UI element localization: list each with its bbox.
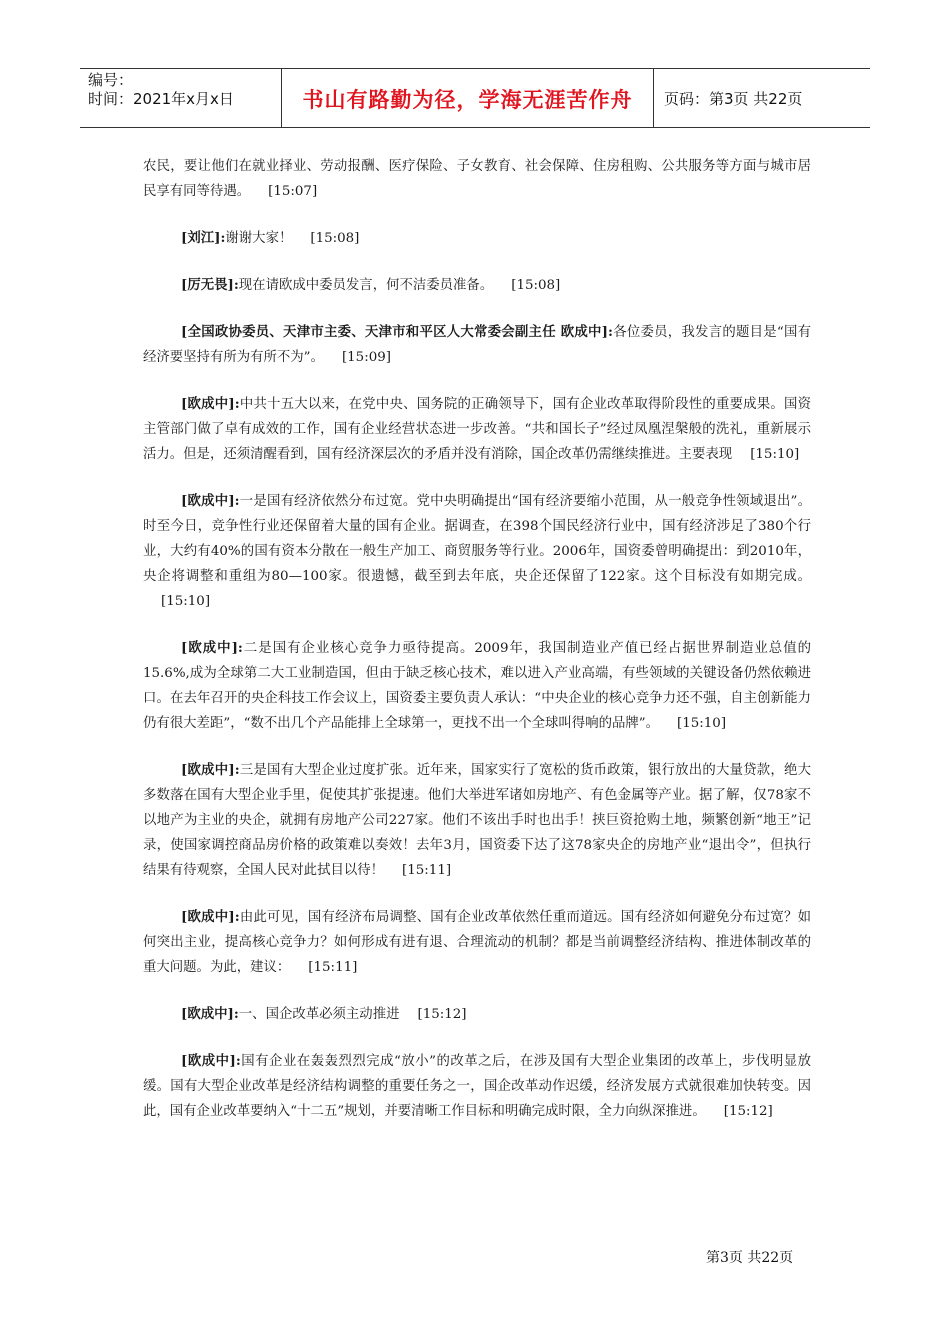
header-motto: 书山有路勤为径，学海无涯苦作舟 [282, 69, 654, 127]
timestamp: [15:08] [310, 231, 360, 246]
timestamp: [15:11] [308, 960, 358, 975]
paragraph [143, 758, 811, 883]
paragraph-text: 现在请欧成中委员发言，何不洁委员准备。 [238, 278, 494, 293]
timestamp: [15:07] [268, 184, 318, 199]
paragraph [143, 320, 811, 370]
document-time-label: 时间：2021年x月x日 [88, 90, 234, 108]
paragraph-text: 一、国企改革必须主动推进 [238, 1007, 400, 1022]
paragraph [143, 636, 811, 736]
speaker-label: [欧成中]: [181, 640, 243, 656]
speaker-label: [欧成中]: [181, 909, 240, 925]
document-number-label: 编号： [88, 71, 134, 89]
paragraph [143, 905, 811, 980]
header-page-code: 页码：第3页 共22页 [664, 89, 803, 108]
paragraph [143, 1049, 811, 1124]
timestamp: [15:10] [677, 716, 727, 731]
paragraph-text: 国有企业在轰轰烈烈完成“放小”的改革之后，在涉及国有大型企业集团的改革上，步伐明显放缓。国有大型企业改革是经济结构调整的重要任务之一，国企改革动作迟缓，经济发展方式就很难加快转变。因此，国有企业改革要纳入“十二五”规划，并要清晰工作目标和明确完成时限，全力向纵深推进。 [143, 1054, 811, 1119]
speaker-label: [刘江]: [181, 230, 226, 246]
timestamp: [15:12] [417, 1007, 467, 1022]
timestamp: [15:09] [341, 350, 391, 365]
paragraph [143, 489, 811, 614]
speaker-label: [欧成中]: [181, 762, 240, 778]
paragraph [143, 226, 811, 251]
paragraph [143, 154, 811, 204]
paragraph-text: 农民，要让他们在就业择业、劳动报酬、医疗保险、子女教育、社会保障、住房租购、公共服务等方面与城市居民享有同等待遇。 [143, 159, 811, 199]
speaker-label: [厉无畏]: [181, 277, 239, 293]
speaker-label: [欧成中]: [181, 1006, 239, 1022]
timestamp: [15:11] [402, 863, 452, 878]
document-body [143, 154, 811, 1146]
paragraph-text: 三是国有大型企业过度扩张。近年来，国家实行了宽松的货币政策，银行放出的大量贷款，绝大多数落在国有大型企业手里，促使其扩张提速。他们大举进军诸如房地产、有色金属等产业。据了解，仅78家不以地产为主业的央企，就拥有房地产公司227家。他们不该出手时也出手！挟巨资抢购土地，频繁创新“地王”记录，使国家调控商品房价格的政策难以奏效！去年3月，国资委下达了这78家央企的房地产业“退出令”，但执行结果有待观察，全国人民对此拭目以待！ [143, 763, 811, 878]
timestamp: [15:10] [161, 594, 211, 609]
page-footer: 第3页 共22页 [706, 1250, 794, 1266]
timestamp: [15:12] [723, 1104, 773, 1119]
paragraph-text: 二是国有企业核心竞争力亟待提高。2009年，我国制造业产值已经占据世界制造业总值的15.6%,成为全球第二大工业制造国，但由于缺乏核心技术，难以进入产业高端，有些领域的关键设备仍然依赖进口。在去年召开的央企科技工作会议上，国资委主要负责人承认：“中央企业的核心竞争力还不强，自主创新能力仍有很大差距”，“数不出几个产品能排上全球第一，更找不出一个全球叫得响的品牌”。 [143, 641, 811, 731]
page-header [80, 68, 870, 128]
header-meta [80, 69, 282, 127]
paragraph [143, 1002, 811, 1027]
paragraph-text: 谢谢大家！ [225, 231, 293, 246]
paragraph [143, 273, 811, 298]
timestamp: [15:10] [750, 447, 800, 462]
paragraph-text: 中共十五大以来，在党中央、国务院的正确领导下，国有企业改革取得阶段性的重要成果。国资主管部门做了卓有成效的工作，国有企业经营状态进一步改善。“共和国长子”经过凤凰涅槃般的洗礼，重新展示活力。但是，还须清醒看到，国有经济深层次的矛盾并没有消除，国企改革仍需继续推进。主要表现 [143, 397, 811, 462]
paragraph-text: 各位委员，我发言的题目是“国有经济要坚持有所为有所不为”。 [143, 325, 811, 365]
paragraph [143, 392, 811, 467]
paragraph-text: 一是国有经济依然分布过宽。党中央明确提出“国有经济要缩小范围，从一般竞争性领域退出”。时至今日，竞争性行业还保留着大量的国有企业。据调查，在398个国民经济行业中，国有经济涉足了380个行业，大约有40%的国有资本分散在一般生产加工、商贸服务等行业。2006年，国资委曾明确提出：到2010年，央企将调整和重组为80—100家。很遗憾，截至到去年底，央企还保留了122家。这个目标没有如期完成。 [143, 494, 811, 584]
speaker-label: [欧成中]: [181, 1053, 241, 1069]
speaker-label: [全国政协委员、天津市主委、天津市和平区人大常委会副主任 欧成中]: [181, 324, 613, 340]
speaker-label: [欧成中]: [181, 396, 240, 412]
paragraph-text: 由此可见，国有经济布局调整、国有企业改革依然任重而道远。国有经济如何避免分布过宽？如何突出主业，提高核心竞争力？如何形成有进有退、合理流动的机制？都是当前调整经济结构、推进体制改革的重大问题。为此，建议： [143, 910, 811, 975]
timestamp: [15:08] [511, 278, 561, 293]
speaker-label: [欧成中]: [181, 493, 240, 509]
